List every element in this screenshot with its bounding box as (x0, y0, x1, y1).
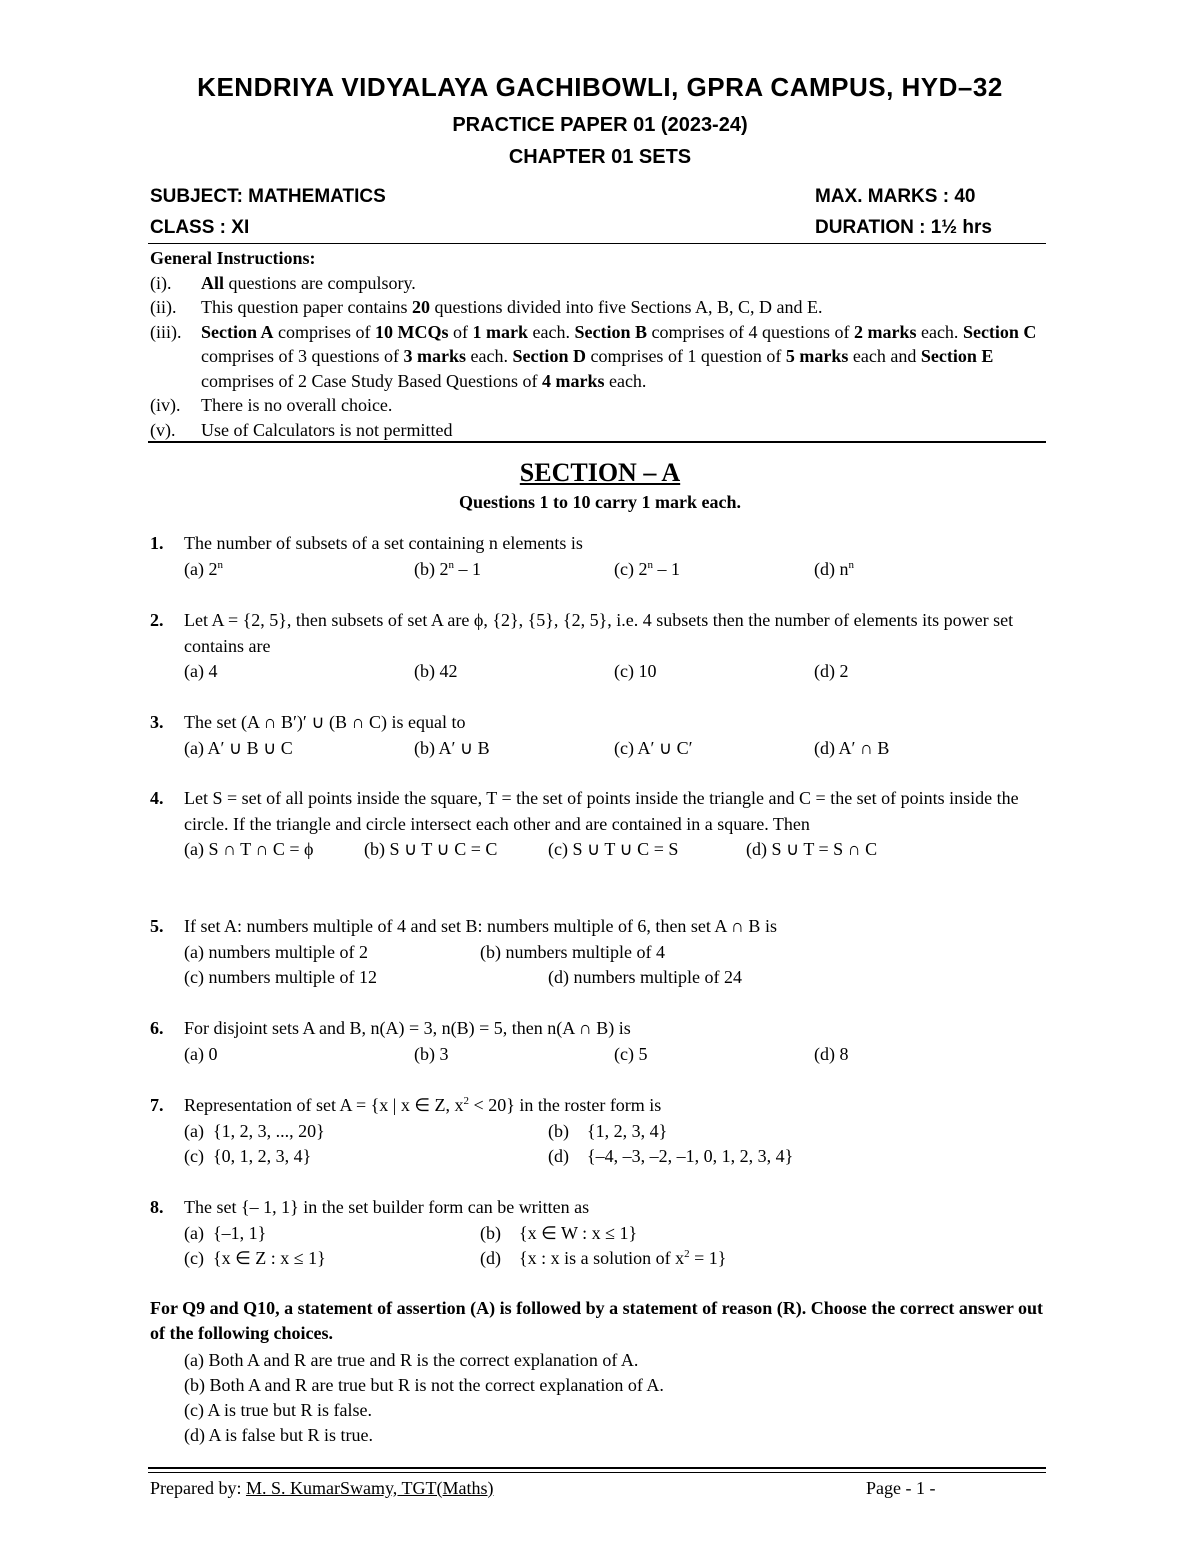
assertion-instruction: For Q9 and Q10, a statement of assertion (A) is followed by a statement of reason (R). Choose the correct answer out of the following choices. (150, 1298, 1044, 1343)
options-row (184, 1221, 1050, 1247)
option-d: (d) {–4, –3, –2, –1, 0, 1, 2, 3, 4} (548, 1146, 794, 1166)
option-a: (a) 2$^n$ (184, 558, 223, 579)
option-a: (a) 4 (184, 661, 218, 681)
options-row (184, 1246, 1050, 1272)
question-2 (150, 608, 1050, 685)
options-row (184, 965, 1050, 991)
question-3 (150, 710, 1050, 761)
question-number: 6. (150, 1018, 164, 1038)
question-7 (150, 1093, 1050, 1170)
instructions-divider (148, 441, 1046, 443)
options-row (184, 1042, 1050, 1068)
footer-rule-top (148, 1467, 1046, 1469)
paper-title: PRACTICE PAPER 01 (2023-24) (452, 114, 748, 136)
chapter-title: CHAPTER 01 SETS (508, 146, 692, 168)
question-text: Let S = set of all points inside the square, T = the set of points inside the triangle and C = the set of points inside the circle. If the triangle and circle intersect each other and are contained in a square. Then (184, 788, 1019, 834)
instruction-item (150, 271, 1050, 296)
question-5 (150, 914, 1050, 991)
options-row (184, 659, 1050, 685)
option-c: (c) 10 (614, 661, 657, 681)
option-b: (b) A′ ∪ B (414, 737, 490, 758)
question-text: If set A: numbers multiple of 4 and set B: numbers multiple of 6, then set A ∩ B is (184, 916, 777, 936)
instruction-number: (iv). (150, 395, 181, 415)
section-subtitle: Questions 1 to 10 carry 1 mark each. (459, 492, 741, 512)
option-b: (b) S ∪ T ∪ C = C (364, 839, 498, 859)
option-a: (a) {1, 2, 3, ..., 20} (184, 1120, 325, 1141)
option-d: (d) 2 (814, 661, 849, 681)
question-4 (150, 786, 1050, 863)
question-6 (150, 1016, 1050, 1067)
instruction-text: There is no overall choice. (201, 395, 393, 415)
option-d: (d) 8 (814, 1043, 849, 1064)
question-number: 4. (150, 788, 164, 808)
option-b: (b) numbers multiple of 4 (480, 941, 665, 962)
question-text: Representation of set A = {x | x ∈ Z, $x^2 < 20$} in the roster form is (184, 1095, 662, 1115)
question-number: 5. (150, 916, 164, 936)
options-row (184, 736, 1050, 762)
question-text: The set {– 1, 1} in the set builder form can be written as (184, 1197, 590, 1217)
option-d: (d) $n^n$ (814, 558, 854, 579)
instruction-number: (iii). (150, 321, 182, 342)
question-text: The set (A ∩ B′)′ ∪ (B ∩ C) is equal to (184, 712, 466, 732)
instruction-item (150, 295, 1050, 320)
option-d: (d) A′ ∩ B (814, 737, 890, 758)
prepared-label: Prepared by: (150, 1478, 242, 1498)
option-b: (b) 2$^n$ – 1 (414, 558, 481, 579)
option-d: (d) numbers multiple of 24 (548, 967, 742, 987)
option-b: (b) {1, 2, 3, 4} (548, 1120, 668, 1141)
question-text: Let A = {2, 5}, then subsets of set A are ϕ, {2}, {5}, {2, 5}, i.e. 4 subsets then the number of elements its power set contains are (184, 610, 1014, 656)
options-row (184, 557, 1050, 583)
option-c: (c) numbers multiple of 12 (184, 967, 377, 987)
instruction-text: This question paper contains 20 questions divided into five Sections A, B, C, D and E. (201, 297, 823, 317)
question-number: 7. (150, 1095, 164, 1115)
instruction-number: (ii). (150, 297, 177, 317)
assertion-choice: (d) A is false but R is true. (184, 1425, 373, 1445)
section-title: SECTION – A (519, 458, 681, 487)
instructions-title: General Instructions: (150, 248, 316, 268)
assertion-choices (184, 1348, 664, 1448)
assertion-choice: (b) Both A and R are true but R is not the correct explanation of A. (184, 1375, 664, 1395)
assertion-choice: (c) A is true but R is false. (184, 1400, 372, 1420)
question-number: 8. (150, 1197, 164, 1217)
school-name: KENDRIYA VIDYALAYA GACHIBOWLI, GPRA CAMPUS, HYD–32 (197, 72, 1003, 102)
option-a: (a) 0 (184, 1043, 218, 1064)
option-b: (b) 42 (414, 661, 458, 681)
option-c: (c) {0, 1, 2, 3, 4} (184, 1146, 312, 1166)
duration-label: DURATION : 1½ hrs (815, 217, 993, 238)
subject-label: SUBJECT: MATHEMATICS (150, 186, 386, 207)
instruction-item (150, 418, 1050, 443)
option-a: (a) numbers multiple of 2 (184, 941, 368, 962)
class-label: CLASS : XI (150, 217, 250, 238)
header-divider (148, 243, 1046, 244)
options-row (184, 1144, 1050, 1170)
option-a: (a) A′ ∪ B ∪ C (184, 737, 293, 758)
instruction-text: All questions are compulsory. (201, 272, 416, 293)
options-row (184, 837, 1050, 863)
question-8 (150, 1195, 1050, 1272)
prepared-by (150, 1478, 493, 1499)
question-text: For disjoint sets A and B, n(A) = 3, n(B) = 5, then n(A ∩ B) is (184, 1018, 631, 1038)
instruction-item (150, 320, 1050, 394)
question-1 (150, 531, 1050, 582)
option-c: (c) S ∪ T ∪ C = S (548, 839, 679, 859)
option-a: (a) S ∩ T ∩ C = ϕ (184, 839, 314, 859)
option-d: (d) {x : x is a solution of $x^2 = 1$} (480, 1248, 727, 1268)
option-d: (d) S ∪ T = S ∩ C (746, 839, 878, 859)
page-number: Page - 1 - (866, 1478, 936, 1498)
instruction-number: (i). (150, 272, 172, 293)
general-instructions (150, 246, 1050, 442)
instruction-item (150, 393, 1050, 418)
question-number: 2. (150, 610, 164, 630)
max-marks: MAX. MARKS : 40 (815, 186, 976, 207)
option-c: (c) A′ ∪ C′ (614, 737, 693, 758)
author-name: M. S. KumarSwamy, TGT(Maths) (245, 1478, 494, 1498)
instructions-list (150, 271, 1050, 443)
option-c: (c) {x ∈ Z : x ≤ 1} (184, 1248, 326, 1268)
option-b: (b) 3 (414, 1043, 449, 1064)
instruction-number: (v). (150, 419, 176, 440)
footer-rule-bottom (148, 1472, 1046, 1473)
option-b: (b) {x ∈ W : x ≤ 1} (480, 1222, 638, 1243)
assertion-choice: (a) Both A and R are true and R is the correct explanation of A. (184, 1350, 639, 1370)
option-c: (c) 5 (614, 1043, 648, 1064)
question-text: The number of subsets of a set containing n elements is (184, 533, 583, 553)
options-row (184, 1119, 1050, 1145)
instruction-text: Section A comprises of 10 MCQs of 1 mark each. Section B comprises of 4 questions of 2 marks each. Section C comprises of 3 questions of 3 marks each. Section D comprises of 1 question of 5 marks each and Section E comprises of 2 Case Study Based Questions of 4 marks each. (201, 321, 1037, 391)
instruction-text: Use of Calculators is not permitted (201, 419, 453, 440)
option-c: (c) 2$^n$ – 1 (614, 558, 680, 579)
question-number: 1. (150, 533, 164, 553)
options-row (184, 940, 1050, 966)
option-a: (a) {–1, 1} (184, 1222, 267, 1243)
question-number: 3. (150, 712, 164, 732)
